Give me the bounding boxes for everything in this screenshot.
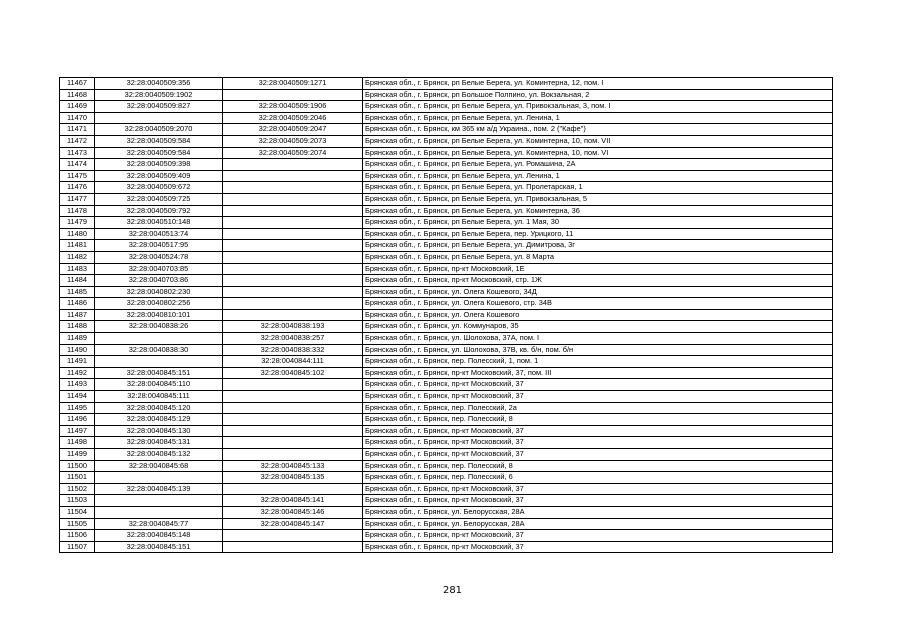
address-cell: Брянская обл., г. Брянск, пр-кт Московский, 37 bbox=[363, 495, 833, 507]
table-row bbox=[60, 321, 833, 333]
row-number-cell: 11488 bbox=[60, 321, 95, 333]
cadastral-number-cell bbox=[95, 333, 223, 345]
row-number-cell: 11484 bbox=[60, 275, 95, 287]
table-row bbox=[60, 356, 833, 368]
cadastral-number-cell: 32:28:0040845:139 bbox=[95, 483, 223, 495]
address-cell: Брянская обл., г. Брянск, рп Белые Берега, ул. Коминтерна, 36 bbox=[363, 205, 833, 217]
row-number-cell: 11490 bbox=[60, 344, 95, 356]
table-row bbox=[60, 483, 833, 495]
row-number-cell: 11489 bbox=[60, 333, 95, 345]
address-cell: Брянская обл., г. Брянск, рп Белые Берега, ул. Димитрова, 3г bbox=[363, 240, 833, 252]
row-number-cell: 11501 bbox=[60, 472, 95, 484]
table-row bbox=[60, 425, 833, 437]
table-row bbox=[60, 147, 833, 159]
row-number-cell: 11485 bbox=[60, 286, 95, 298]
row-number-cell: 11481 bbox=[60, 240, 95, 252]
cadastral-number-cell: 32:28:0040845:120 bbox=[95, 402, 223, 414]
address-cell: Брянская обл., г. Брянск, пер. Полесский, 8 bbox=[363, 414, 833, 426]
address-cell: Брянская обл., г. Брянск, ул. Белорусская, 28А bbox=[363, 518, 833, 530]
related-cadastral-number-cell bbox=[223, 425, 363, 437]
registry-table-body bbox=[60, 78, 833, 553]
row-number-cell: 11491 bbox=[60, 356, 95, 368]
cadastral-number-cell bbox=[95, 495, 223, 507]
table-row bbox=[60, 135, 833, 147]
address-cell: Брянская обл., г. Брянск, км 365 км а/д Украина., пом. 2 ("Кафе") bbox=[363, 124, 833, 136]
table-row bbox=[60, 193, 833, 205]
row-number-cell: 11469 bbox=[60, 101, 95, 113]
related-cadastral-number-cell bbox=[223, 251, 363, 263]
related-cadastral-number-cell: 32:28:0040838:332 bbox=[223, 344, 363, 356]
table-row bbox=[60, 530, 833, 542]
table-row bbox=[60, 333, 833, 345]
address-cell: Брянская обл., г. Брянск, ул. Олега Кошевого bbox=[363, 309, 833, 321]
table-row bbox=[60, 182, 833, 194]
related-cadastral-number-cell bbox=[223, 286, 363, 298]
cadastral-number-cell: 32:28:0040509:1902 bbox=[95, 89, 223, 101]
table-row bbox=[60, 379, 833, 391]
row-number-cell: 11497 bbox=[60, 425, 95, 437]
table-row bbox=[60, 506, 833, 518]
cadastral-number-cell: 32:28:0040509:792 bbox=[95, 205, 223, 217]
related-cadastral-number-cell: 32:28:0040845:146 bbox=[223, 506, 363, 518]
table-row bbox=[60, 124, 833, 136]
related-cadastral-number-cell bbox=[223, 159, 363, 171]
address-cell: Брянская обл., г. Брянск, рп Белые Берега, ул. 8 Марта bbox=[363, 251, 833, 263]
related-cadastral-number-cell bbox=[223, 541, 363, 553]
address-cell: Брянская обл., г. Брянск, ул. Белорусская, 28А bbox=[363, 506, 833, 518]
row-number-cell: 11494 bbox=[60, 391, 95, 403]
cadastral-number-cell: 32:28:0040845:77 bbox=[95, 518, 223, 530]
row-number-cell: 11473 bbox=[60, 147, 95, 159]
cadastral-number-cell: 32:28:0040845:131 bbox=[95, 437, 223, 449]
row-number-cell: 11498 bbox=[60, 437, 95, 449]
address-cell: Брянская обл., г. Брянск, ул. Олега Кошевого, стр. 34В bbox=[363, 298, 833, 310]
related-cadastral-number-cell bbox=[223, 193, 363, 205]
address-cell: Брянская обл., г. Брянск, рп Белые Берега, ул. Ромашина, 2А bbox=[363, 159, 833, 171]
cadastral-number-cell: 32:28:0040845:68 bbox=[95, 460, 223, 472]
cadastral-number-cell bbox=[95, 112, 223, 124]
registry-table-container bbox=[59, 77, 832, 553]
related-cadastral-number-cell: 32:28:0040509:1906 bbox=[223, 101, 363, 113]
address-cell: Брянская обл., г. Брянск, пр-кт Московский, 37 bbox=[363, 425, 833, 437]
address-cell: Брянская обл., г. Брянск, рп Белые Берега, ул. Коминтерна, 10, пом. VI bbox=[363, 147, 833, 159]
row-number-cell: 11475 bbox=[60, 170, 95, 182]
address-cell: Брянская обл., г. Брянск, пр-кт Московский, 37 bbox=[363, 437, 833, 449]
address-cell: Брянская обл., г. Брянск, рп Белые Берега, ул. Пролетарская, 1 bbox=[363, 182, 833, 194]
related-cadastral-number-cell: 32:28:0040509:2046 bbox=[223, 112, 363, 124]
cadastral-number-cell: 32:28:0040509:398 bbox=[95, 159, 223, 171]
related-cadastral-number-cell: 32:28:0040845:147 bbox=[223, 518, 363, 530]
address-cell: Брянская обл., г. Брянск, пр-кт Московский, 37 bbox=[363, 449, 833, 461]
cadastral-number-cell: 32:28:0040845:130 bbox=[95, 425, 223, 437]
table-row bbox=[60, 367, 833, 379]
related-cadastral-number-cell: 32:28:0040509:2073 bbox=[223, 135, 363, 147]
row-number-cell: 11492 bbox=[60, 367, 95, 379]
related-cadastral-number-cell bbox=[223, 402, 363, 414]
address-cell: Брянская обл., г. Брянск, пр-кт Московский, стр. 1Ж bbox=[363, 275, 833, 287]
table-row bbox=[60, 298, 833, 310]
cadastral-number-cell: 32:28:0040703:85 bbox=[95, 263, 223, 275]
cadastral-number-cell: 32:28:0040845:151 bbox=[95, 541, 223, 553]
address-cell: Брянская обл., г. Брянск, рп Белые Берега, ул. Привокзальная, 5 bbox=[363, 193, 833, 205]
table-row bbox=[60, 78, 833, 90]
address-cell: Брянская обл., г. Брянск, пр-кт Московский, 37 bbox=[363, 541, 833, 553]
table-row bbox=[60, 391, 833, 403]
cadastral-number-cell: 32:28:0040509:409 bbox=[95, 170, 223, 182]
address-cell: Брянская обл., г. Брянск, пер. Полесский, 6 bbox=[363, 472, 833, 484]
related-cadastral-number-cell: 32:28:0040844:111 bbox=[223, 356, 363, 368]
address-cell: Брянская обл., г. Брянск, рп Белые Берега, ул. 1 Мая, 30 bbox=[363, 217, 833, 229]
row-number-cell: 11480 bbox=[60, 228, 95, 240]
related-cadastral-number-cell bbox=[223, 530, 363, 542]
table-row bbox=[60, 518, 833, 530]
table-row bbox=[60, 449, 833, 461]
row-number-cell: 11478 bbox=[60, 205, 95, 217]
table-row bbox=[60, 89, 833, 101]
row-number-cell: 11503 bbox=[60, 495, 95, 507]
address-cell: Брянская обл., г. Брянск, рп Белые Берега, ул. Коминтерна, 12, пом. I bbox=[363, 78, 833, 90]
related-cadastral-number-cell bbox=[223, 205, 363, 217]
related-cadastral-number-cell: 32:28:0040509:2047 bbox=[223, 124, 363, 136]
table-row bbox=[60, 228, 833, 240]
related-cadastral-number-cell bbox=[223, 170, 363, 182]
related-cadastral-number-cell bbox=[223, 217, 363, 229]
row-number-cell: 11467 bbox=[60, 78, 95, 90]
related-cadastral-number-cell bbox=[223, 263, 363, 275]
table-row bbox=[60, 437, 833, 449]
cadastral-number-cell: 32:28:0040509:356 bbox=[95, 78, 223, 90]
related-cadastral-number-cell bbox=[223, 182, 363, 194]
address-cell: Брянская обл., г. Брянск, пр-кт Московский, 37, пом. III bbox=[363, 367, 833, 379]
address-cell: Брянская обл., г. Брянск, ул. Коммунаров, 35 bbox=[363, 321, 833, 333]
cadastral-number-cell: 32:28:0040509:827 bbox=[95, 101, 223, 113]
address-cell: Брянская обл., г. Брянск, рп Белые Берега, ул. Коминтерна, 10, пом. VII bbox=[363, 135, 833, 147]
address-cell: Брянская обл., г. Брянск, пер. Полесский, 2а bbox=[363, 402, 833, 414]
cadastral-number-cell: 32:28:0040845:129 bbox=[95, 414, 223, 426]
related-cadastral-number-cell: 32:28:0040838:257 bbox=[223, 333, 363, 345]
row-number-cell: 11505 bbox=[60, 518, 95, 530]
address-cell: Брянская обл., г. Брянск, рп Белые Берега, ул. Привокзальная, 3, пом. I bbox=[363, 101, 833, 113]
row-number-cell: 11502 bbox=[60, 483, 95, 495]
table-row bbox=[60, 472, 833, 484]
page-number: 281 bbox=[442, 585, 463, 596]
address-cell: Брянская обл., г. Брянск, пр-кт Московский, 1Е bbox=[363, 263, 833, 275]
row-number-cell: 11507 bbox=[60, 541, 95, 553]
table-row bbox=[60, 495, 833, 507]
cadastral-number-cell: 32:28:0040509:584 bbox=[95, 147, 223, 159]
related-cadastral-number-cell bbox=[223, 437, 363, 449]
cadastral-number-cell: 32:28:0040838:26 bbox=[95, 321, 223, 333]
address-cell: Брянская обл., г. Брянск, пер. Полесский, 1, пом. 1 bbox=[363, 356, 833, 368]
row-number-cell: 11496 bbox=[60, 414, 95, 426]
cadastral-number-cell: 32:28:0040524:78 bbox=[95, 251, 223, 263]
related-cadastral-number-cell bbox=[223, 379, 363, 391]
table-row bbox=[60, 251, 833, 263]
cadastral-number-cell: 32:28:0040802:230 bbox=[95, 286, 223, 298]
cadastral-number-cell: 32:28:0040845:132 bbox=[95, 449, 223, 461]
related-cadastral-number-cell: 32:28:0040509:1271 bbox=[223, 78, 363, 90]
address-cell: Брянская обл., г. Брянск, пр-кт Московский, 37 bbox=[363, 379, 833, 391]
row-number-cell: 11474 bbox=[60, 159, 95, 171]
related-cadastral-number-cell: 32:28:0040845:141 bbox=[223, 495, 363, 507]
related-cadastral-number-cell bbox=[223, 275, 363, 287]
table-row bbox=[60, 275, 833, 287]
table-row bbox=[60, 240, 833, 252]
row-number-cell: 11483 bbox=[60, 263, 95, 275]
cadastral-number-cell: 32:28:0040845:148 bbox=[95, 530, 223, 542]
cadastral-number-cell: 32:28:0040703:86 bbox=[95, 275, 223, 287]
row-number-cell: 11487 bbox=[60, 309, 95, 321]
row-number-cell: 11486 bbox=[60, 298, 95, 310]
table-row bbox=[60, 112, 833, 124]
cadastral-number-cell: 32:28:0040802:256 bbox=[95, 298, 223, 310]
row-number-cell: 11479 bbox=[60, 217, 95, 229]
address-cell: Брянская обл., г. Брянск, пр-кт Московский, 37 bbox=[363, 391, 833, 403]
table-row bbox=[60, 402, 833, 414]
address-cell: Брянская обл., г. Брянск, рп Белые Берега, ул. Ленина, 1 bbox=[363, 112, 833, 124]
cadastral-number-cell: 32:28:0040509:725 bbox=[95, 193, 223, 205]
table-row bbox=[60, 460, 833, 472]
table-row bbox=[60, 170, 833, 182]
cadastral-number-cell: 32:28:0040845:151 bbox=[95, 367, 223, 379]
row-number-cell: 11471 bbox=[60, 124, 95, 136]
row-number-cell: 11499 bbox=[60, 449, 95, 461]
address-cell: Брянская обл., г. Брянск, ул. Шолохова, 37А, пом. I bbox=[363, 333, 833, 345]
row-number-cell: 11482 bbox=[60, 251, 95, 263]
related-cadastral-number-cell bbox=[223, 449, 363, 461]
address-cell: Брянская обл., г. Брянск, ул. Шолохова, 37В, кв. б/н, пом. б/н bbox=[363, 344, 833, 356]
cadastral-number-cell: 32:28:0040838:30 bbox=[95, 344, 223, 356]
cadastral-number-cell bbox=[95, 506, 223, 518]
address-cell: Брянская обл., г. Брянск, рп Белые Берега, ул. Ленина, 1 bbox=[363, 170, 833, 182]
address-cell: Брянская обл., г. Брянск, пр-кт Московский, 37 bbox=[363, 483, 833, 495]
cadastral-number-cell: 32:28:0040845:110 bbox=[95, 379, 223, 391]
table-row bbox=[60, 101, 833, 113]
row-number-cell: 11476 bbox=[60, 182, 95, 194]
table-row bbox=[60, 205, 833, 217]
table-row bbox=[60, 309, 833, 321]
address-cell: Брянская обл., г. Брянск, пр-кт Московский, 37 bbox=[363, 530, 833, 542]
row-number-cell: 11477 bbox=[60, 193, 95, 205]
related-cadastral-number-cell bbox=[223, 391, 363, 403]
related-cadastral-number-cell: 32:28:0040509:2074 bbox=[223, 147, 363, 159]
table-row bbox=[60, 286, 833, 298]
related-cadastral-number-cell bbox=[223, 483, 363, 495]
related-cadastral-number-cell bbox=[223, 414, 363, 426]
row-number-cell: 11506 bbox=[60, 530, 95, 542]
row-number-cell: 11504 bbox=[60, 506, 95, 518]
cadastral-number-cell: 32:28:0040509:584 bbox=[95, 135, 223, 147]
row-number-cell: 11500 bbox=[60, 460, 95, 472]
related-cadastral-number-cell bbox=[223, 89, 363, 101]
registry-table bbox=[59, 77, 833, 553]
table-row bbox=[60, 159, 833, 171]
row-number-cell: 11470 bbox=[60, 112, 95, 124]
cadastral-number-cell bbox=[95, 472, 223, 484]
related-cadastral-number-cell bbox=[223, 298, 363, 310]
address-cell: Брянская обл., г. Брянск, ул. Олега Кошевого, 34Д bbox=[363, 286, 833, 298]
related-cadastral-number-cell bbox=[223, 240, 363, 252]
table-row bbox=[60, 414, 833, 426]
related-cadastral-number-cell bbox=[223, 228, 363, 240]
cadastral-number-cell: 32:28:0040510:148 bbox=[95, 217, 223, 229]
cadastral-number-cell: 32:28:0040517:95 bbox=[95, 240, 223, 252]
table-row bbox=[60, 263, 833, 275]
table-row bbox=[60, 541, 833, 553]
related-cadastral-number-cell: 32:28:0040838:193 bbox=[223, 321, 363, 333]
row-number-cell: 11468 bbox=[60, 89, 95, 101]
related-cadastral-number-cell bbox=[223, 309, 363, 321]
address-cell: Брянская обл., г. Брянск, рп Белые Берега, пер. Урицкого, 11 bbox=[363, 228, 833, 240]
row-number-cell: 11472 bbox=[60, 135, 95, 147]
related-cadastral-number-cell: 32:28:0040845:133 bbox=[223, 460, 363, 472]
address-cell: Брянская обл., г. Брянск, пер. Полесский, 8 bbox=[363, 460, 833, 472]
table-row bbox=[60, 344, 833, 356]
cadastral-number-cell: 32:28:0040513:74 bbox=[95, 228, 223, 240]
related-cadastral-number-cell: 32:28:0040845:135 bbox=[223, 472, 363, 484]
row-number-cell: 11495 bbox=[60, 402, 95, 414]
table-row bbox=[60, 217, 833, 229]
cadastral-number-cell: 32:28:0040509:672 bbox=[95, 182, 223, 194]
row-number-cell: 11493 bbox=[60, 379, 95, 391]
related-cadastral-number-cell: 32:28:0040845:102 bbox=[223, 367, 363, 379]
cadastral-number-cell: 32:28:0040810:101 bbox=[95, 309, 223, 321]
cadastral-number-cell: 32:28:0040845:111 bbox=[95, 391, 223, 403]
address-cell: Брянская обл., г. Брянск, рп Большое Полпино, ул. Вокзальная, 2 bbox=[363, 89, 833, 101]
cadastral-number-cell bbox=[95, 356, 223, 368]
cadastral-number-cell: 32:28:0040509:2070 bbox=[95, 124, 223, 136]
